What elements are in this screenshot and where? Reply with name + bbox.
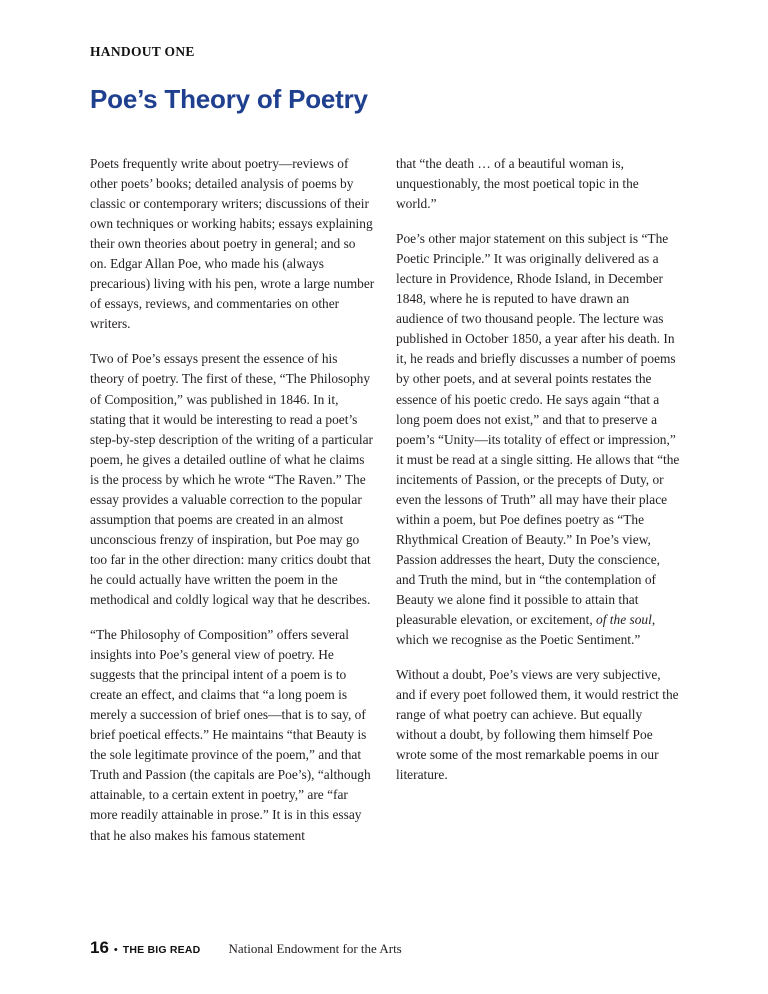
paragraph: “The Philosophy of Composition” offers several insights into Poe’s general view of poetry. He suggests that the principal intent of a poem is to create an effect, and claims that “a long poem is merely a succession of brief ones—that is to say, of brief poetical effects.” He maintains “that Beauty is the sole legitimate province of the poem,” and that Truth and Passion (the capitals are Poe’s), “although attainable, to a certain extent in poetry,” are “far more readily attainable in prose.” It is in this essay that he also makes his famous statement	[90, 627, 371, 843]
paragraph: that “the death … of a beautiful woman is, unquestionably, the most poetical topic in the world.”	[396, 156, 639, 212]
paragraph-text: , which we recognise as the Poetic Sentiment.”	[396, 612, 656, 648]
paragraph: Two of Poe’s essays present the essence of his theory of poetry. The first of these, “The Philosophy of Composition,” was published in 1846. In it, stating that it would be interesting to read a poet’s step-by-step description of the writing of a particular poem, he gives a detailed outline of what he claims is the process by which he wrote “The Raven.” The essay provides a valuable correction to the popular assumption that poems are created in an almost unconscious frenzy of inspiration, but Poe may go too far in the other direction: many critics doubt that he could actually have written the poem in the methodical and coldly logical way that he describes.	[90, 351, 373, 607]
right-column	[396, 154, 680, 800]
paragraph-text: Poe’s other major statement on this subject is “The Poetic Principle.” It was originally delivered as a lecture in Providence, Rhode Island, in December 1848, where he is reputed to have drawn an audience of two thousand people. The lecture was published in October 1850, a year after his death. In it, he reads and briefly discusses a number of poems by other poets, and at several points restates the essence of his poetic credo. He says again “that a long poem does not exist,” and that to preserve a poem’s “Unity—its totality of effect or impression,” it must be read at a single sitting. He allows that “the incitements of Passion, or the precepts of Duty, or even the lessons of Truth” all may have their place within a poem, but Poe defines poetry as “The Rhythmical Creation of Beauty.” In Poe’s view, Passion addresses the heart, Duty the conscience, and Truth the mind, but in “the contemplation of Beauty we alone find it possible to attain that pleasurable elevation, or excitement,	[396, 231, 680, 628]
page-footer	[90, 938, 402, 958]
organization-name: National Endowment for the Arts	[228, 941, 402, 956]
paragraph: Poets frequently write about poetry—reviews of other poets’ books; detailed analysis of poems by classic or contemporary writers; discussions of their own techniques or working habits; essays explaining their own theories about poetry in general; and so on. Edgar Allan Poe, who made his (always precarious) living with his pen, wrote a large number of essays, reviews, and commentaries on other writers.	[90, 156, 375, 332]
page-title: Poe’s Theory of Poetry	[90, 84, 368, 114]
page-number: 16	[90, 938, 109, 957]
series-name: THE BIG READ	[122, 944, 201, 956]
handout-label: HANDOUT ONE	[90, 44, 195, 59]
emphasis-text: of the soul	[596, 612, 652, 628]
paragraph: Without a doubt, Poe’s views are very subjective, and if every poet followed them, it would restrict the range of what poetry can achieve. But equally without a doubt, by following them himself Poe wrote some of the most remarkable poems in our literature.	[396, 667, 679, 783]
left-column	[90, 154, 375, 861]
bullet-separator: •	[113, 944, 118, 956]
paragraph	[396, 229, 680, 650]
